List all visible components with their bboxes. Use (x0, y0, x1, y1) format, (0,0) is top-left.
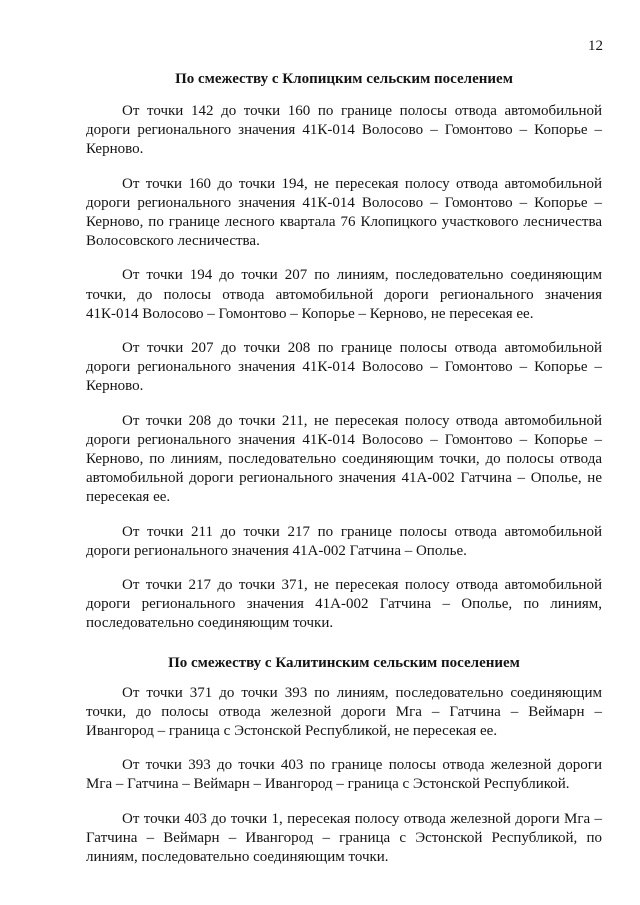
page-number: 12 (588, 38, 603, 54)
document-body (86, 70, 602, 882)
paragraph: От точки 393 до точки 403 по границе полосы отвода железной дороги Мга – Гатчина – Веймарн – Ивангород – граница с Эстонской Республикой. (86, 757, 602, 793)
section-heading-klopitsy: По смежеству с Клопицким сельским поселением (175, 71, 513, 87)
paragraph: От точки 403 до точки 1, пересекая полосу отвода железной дороги Мга – Гатчина – Веймарн – Ивангород – граница с Эстонской Республикой, по линиям, последовательно соединяющим точки. (86, 810, 602, 866)
paragraph: От точки 194 до точки 207 по линиям, последовательно соединяющим точки, до полосы отвода автомобильной дороги регионального значения 41К-014 Волосово – Гомонтово – Копорье – Керново, не пересекая ее. (86, 267, 602, 322)
paragraph: От точки 207 до точки 208 по границе полосы отвода автомобильной дороги регионального значения 41К-014 Волосово – Гомонтово – Копорье – Керново. (86, 340, 602, 395)
paragraph: От точки 208 до точки 211, не пересекая полосу отвода автомобильной дороги регионального значения 41К-014 Волосово – Гомонтово – Копорье – Керново, по линиям, последовательно соединяющим точки, до полосы отвода автомобильной дороги регионального значения 41А-002 Гатчина – Ополье, не пересекая ее. (86, 412, 602, 506)
paragraph: От точки 142 до точки 160 по границе полосы отвода автомобильной дороги регионального значения 41К-014 Волосово – Гомонтово – Копорье – Керново. (86, 103, 602, 158)
paragraph: От точки 160 до точки 194, не пересекая полосу отвода автомобильной дороги регионального значения 41К-014 Волосово – Гомонтово – Копорье – Керново, по границе лесного квартала 76 Клопицкого участкового лесничества Волосовского лесничества. (86, 175, 602, 250)
paragraph: От точки 371 до точки 393 по линиям, последовательно соединяющим точки, до полосы отвода железной дороги Мга – Гатчина – Веймарн – Ивангород – граница с Эстонской Республикой, не пересекая ее. (86, 684, 602, 740)
section-heading-kalitino: По смежеству с Калитинским сельским поселением (168, 654, 520, 671)
paragraph: От точки 211 до точки 217 по границе полосы отвода автомобильной дороги регионального значения 41А-002 Гатчина – Ополье. (86, 523, 602, 559)
paragraph: От точки 217 до точки 371, не пересекая полосу отвода автомобильной дороги регионального значения 41А-002 Гатчина – Ополье, по линиям, последовательно соединяющим точки. (86, 577, 602, 632)
